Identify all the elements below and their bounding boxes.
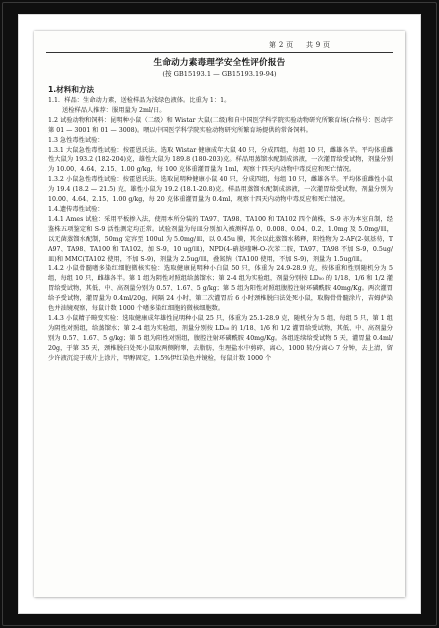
- paragraph: 1.3.2 小鼠急性毒性试验：按霍恩氏法。选取昆明种健康小鼠 40 只，分成四组，每组 10 只，雌雄各半。平均体重雌性小鼠为 19.4 (18.2 — 21.5) 克，雄性小鼠为 19.2 (18.1-20.8)克。样品用蒸馏水配制成溶液，一次灌胃给受试物，剂量分别为 10.00、4.64、2.15、1.00 g/kg，每 20 克体重灌胃量为 0.4ml，观察十四天内动物中毒反应和死亡情况。: [48, 176, 393, 204]
- document-body: [48, 81, 393, 363]
- header-rule: [46, 52, 393, 53]
- paragraph: 1.4.2 小鼠骨髓嗜多染红细胞微核实验：选取健康昆明种小白鼠 50 只，体重为 24.9-28.9 克，按体重和性别随机分为 5 组，每组 10 只，雌雄各半。第 1 组为阴性对照组给蒸馏水；第 2-4 组为实验组，剂量分别按 LD₅₀ 的 1/18、1/6 和 1/2 灌胃给受试物，其低、中、高剂量分别为 0.57、1.67、5 g/kg；第 5 组为阳性对照组腹腔注射环磷酰胺 40mg/Kg。两次灌胃给予受试物，灌胃量为 0.4ml/20g，间隔 24 小时，第二次灌胃后 6 小时颈椎脱臼法处死小鼠，取胸骨骨髓涂片，吉姆萨染色并油镜观察，每鼠计数 1000 个嗜多染红细胞的微核细胞数。: [48, 265, 393, 313]
- paragraph: 1.4.3 小鼠精子畸变实验：选取健康成年雄性昆明种小鼠 25 只，体重为 25.1-28.9 克，随机分为 5 组，每组 5 只，第 1 组为阴性对照组，给蒸馏水；第 2-4 组为实验组，剂量分别按 LD₅₀ 的 1/18、1/6 和 1/2 灌胃给受试物，其低、中、高剂量分别为 0.57、1.67、5 g/kg；第 5 组为阳性对照组，腹腔注射环磷酰胺 40mg/Kg。各组连续给受试物 5 天，灌胃量 0.4ml/20g，于第 35 天，颈椎脱臼处死小鼠取两侧附睾，去脂肪，生理盐水中剪碎，离心，1000 转/分离心 7 分钟，去上清，留少许液沉淀于玻片上涂片，甲醇固定，1.5%伊红染色并镜检，每鼠计数 1000 个: [48, 314, 393, 362]
- total-pages-label: 共 9 页: [305, 41, 331, 49]
- paragraph: 1.3.1 大鼠急性毒性试验：按霍恩氏法。选取 Wistar 健康成年大鼠 40 只，分成四组，每组 10 只，雌雄各半。平均体重雌性大鼠为 193.2 (182-204)克，雄性大鼠为 189.8 (180-203)克。样品用蒸馏水配制成溶液，一次灌胃给受试物，剂量分别为 10.00、4.64、2.15、1.00 g/kg，每 100 克体重灌胃量为 1ml，观察十四天内动物中毒反应和死亡情况。: [48, 146, 393, 174]
- paragraph: 1.1．样品：生命动力素，送检样品为浅绿色液体。比重为 1：1。: [48, 97, 231, 104]
- paragraph: 1.2 试验动物和饲料：昆明种小鼠（二级）和 Wistar 大鼠(二级)和自中国医学科学院实验动物研究所繁育场(合格号：医动字第 01 — 3001 和 01 — 3008)。喂以中国医学科学院实验动物研究所繁育场提供的常备饲料。: [48, 116, 393, 134]
- section-heading: 1.材料和方法: [48, 85, 95, 94]
- document-title: 生命动力素毒理学安全性评价报告: [153, 58, 286, 68]
- paragraph: 1.4.1 Ames 试验：采用平板掺入法，使用本所分装的 TA97、TA98、TA100 和 TA102 四个菌株，S-9 亦为本室自制，经鉴株五项鉴定和 S-9 活性测定均正常。试验剂量为每皿分别加入被测样品 0、0.008、0.04、0.2、1.0mg 及 5.0mg/皿，以无菌蒸馏水配制，50mg 定容至 100ul 为 5.0mg/皿，以 0.45u 膜，其余以此蒸馏水稀释，阳性物为 2-AF(2-氨基芴，TA97、TA98、TA100 和 TA102，加 S-9，10 ug/皿)，NPD(4-硝基喹啉-O-次苯二胺，TA97、TA98 不加 S-9，0.5ug/皿)和 MMC(TA102 使用，不加 S-9)，剂量为 2.5ug/皿，叠氮钠（TA100 使用，不加 S-9)，剂量为 1.5ug/皿。: [48, 215, 393, 263]
- paragraph: 1.3 急性毒性试验：: [48, 136, 104, 144]
- page-label: 第 2 页: [269, 41, 294, 49]
- page-number: [269, 40, 340, 50]
- paragraph: 1.4.遗传毒性试验：: [48, 205, 104, 213]
- document-subtitle: (按 GB15193.1 — GB15193.19-94): [162, 70, 277, 78]
- paragraph: 送检样品人推荐：服用量为 2ml/日。: [62, 106, 166, 114]
- document-page: [34, 31, 405, 597]
